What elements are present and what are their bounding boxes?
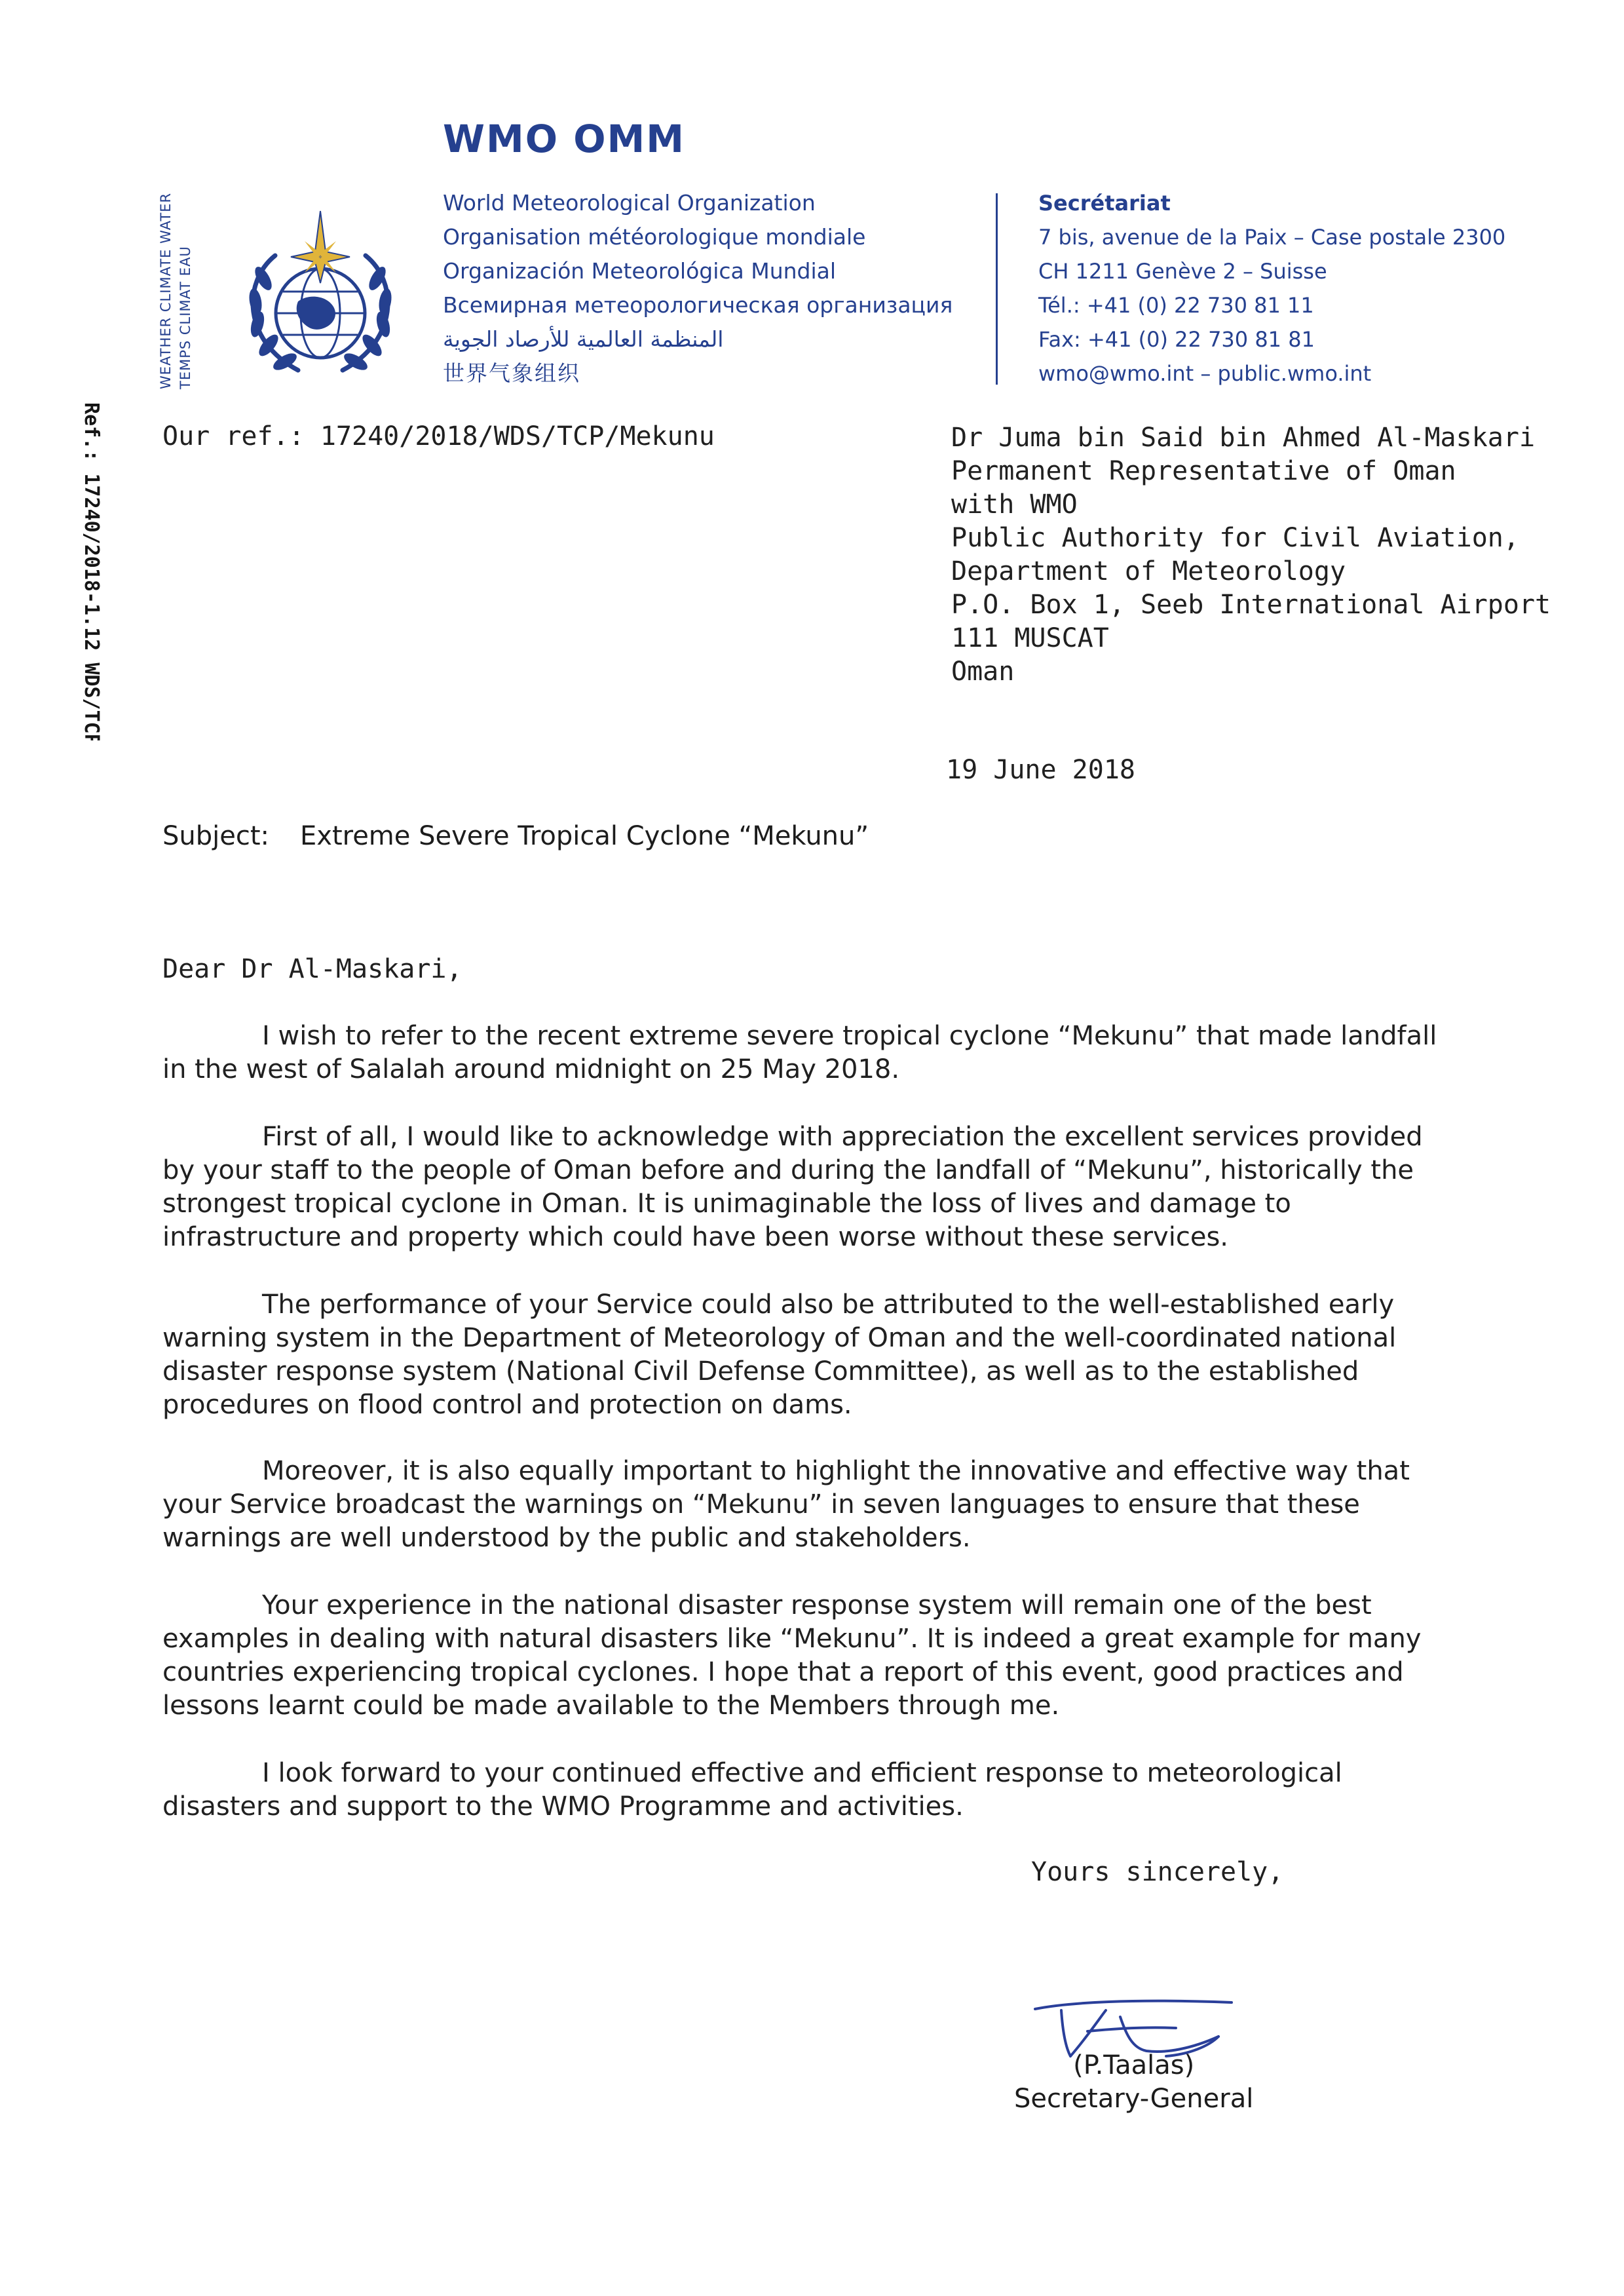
secretariat-heading: Secrétariat	[1038, 191, 1171, 216]
tagline-french: TEMPS CLIMAT EAU	[178, 246, 193, 389]
org-name-russian: Всемирная метеорологическая организация	[443, 292, 953, 318]
paragraph-line: I look forward to your continued effective and efficient response to meteorological	[262, 1758, 1342, 1788]
body-paragraph	[162, 1455, 1410, 1555]
secretariat-city: CH 1211 Genève 2 – Suisse	[1038, 259, 1327, 284]
org-name-arabic: المنظمة العالمية للأرصاد الجوية	[443, 326, 724, 352]
recipient-line: Oman	[951, 657, 1015, 687]
paragraph-line: infrastructure and property which could have been worse without these services.	[162, 1222, 1228, 1252]
paragraph-line: countries experiencing tropical cyclones. I hope that a report of this event, good practices and	[162, 1657, 1404, 1687]
recipient-line: Permanent Representative of Oman	[951, 456, 1456, 486]
vertical-tagline	[152, 176, 198, 392]
paragraph-line: Moreover, it is also equally important to highlight the innovative and effective way that	[262, 1456, 1410, 1486]
wmo-emblem-icon	[236, 210, 405, 381]
letterhead-acronym: WMO OMM	[443, 117, 685, 161]
org-name-english: World Meteorological Organization	[443, 190, 816, 216]
letter-date: 19 June 2018	[946, 755, 1135, 785]
paragraph-line: disaster response system (National Civil Defense Committee), as well as to the established	[162, 1356, 1359, 1387]
secretariat-fax: Fax: +41 (0) 22 730 81 81	[1038, 327, 1315, 352]
subject-label: Subject:	[162, 821, 270, 851]
recipient-line: Department of Meteorology	[951, 556, 1346, 586]
paragraph-line: by your staff to the people of Oman before and during the landfall of “Mekunu”, historically the	[162, 1155, 1414, 1185]
body-paragraph	[162, 1757, 1342, 1824]
org-name-chinese: 世界气象组织	[443, 360, 580, 386]
recipient-line: with WMO	[951, 489, 1078, 520]
margin-reference-stamp	[73, 400, 113, 740]
tagline-english: WEATHER CLIMATE WATER	[158, 192, 174, 389]
paragraph-line: in the west of Salalah around midnight on 25 May 2018.	[162, 1054, 900, 1084]
org-name-french: Organisation météorologique mondiale	[443, 224, 866, 250]
letterhead-divider	[996, 193, 998, 385]
subject-line	[162, 821, 869, 851]
paragraph-line: procedures on flood control and protection on dams.	[162, 1390, 852, 1420]
signer-name: (P.Taalas)	[1073, 2050, 1195, 2080]
paragraph-line: disasters and support to the WMO Programme and activities.	[162, 1791, 964, 1822]
salutation: Dear Dr Al-Maskari,	[162, 954, 463, 984]
closing: Yours sincerely,	[1031, 1857, 1284, 1887]
subject-text: Extreme Severe Tropical Cyclone “Mekunu”	[300, 821, 869, 851]
paragraph-line: I wish to refer to the recent extreme severe tropical cyclone “Mekunu” that made landfall	[262, 1021, 1437, 1051]
body-paragraph	[162, 1020, 1437, 1086]
recipient-line: Dr Juma bin Said bin Ahmed Al-Maskari	[951, 423, 1536, 453]
org-name-spanish: Organización Meteorológica Mundial	[443, 258, 837, 284]
our-reference: Our ref.: 17240/2018/WDS/TCP/Mekunu	[162, 421, 715, 451]
paragraph-line: Your experience in the national disaster response system will remain one of the best	[262, 1590, 1372, 1620]
margin-reference-text: Ref.: 17240/2018-1.12 WDS/TCP	[80, 402, 103, 740]
signer-title: Secretary-General	[1014, 2084, 1254, 2114]
body-paragraph	[162, 1288, 1396, 1422]
paragraph-line: First of all, I would like to acknowledge with appreciation the excellent services provided	[262, 1122, 1423, 1152]
secretariat-phone: Tél.: +41 (0) 22 730 81 11	[1038, 293, 1314, 318]
recipient-line: Public Authority for Civil Aviation,	[951, 523, 1519, 553]
secretariat-street: 7 bis, avenue de la Paix – Case postale 2300	[1038, 225, 1506, 250]
body-paragraph	[162, 1589, 1421, 1723]
recipient-line: 111 MUSCAT	[951, 623, 1109, 653]
paragraph-line: lessons learnt could be made available to the Members through me.	[162, 1691, 1060, 1721]
secretariat-address	[1038, 186, 1505, 391]
paragraph-line: your Service broadcast the warnings on “Mekunu” in seven languages to ensure that these	[162, 1489, 1360, 1520]
secretariat-contact: wmo@wmo.int – public.wmo.int	[1038, 361, 1372, 386]
signer-block	[1014, 2049, 1253, 2116]
paragraph-line: strongest tropical cyclone in Oman. It is unimaginable the loss of lives and damage to	[162, 1189, 1291, 1219]
recipient-address	[951, 421, 1551, 689]
paragraph-line: examples in dealing with natural disasters like “Mekunu”. It is indeed a great example for many	[162, 1624, 1422, 1654]
organization-names	[443, 186, 953, 391]
paragraph-line: The performance of your Service could also be attributed to the well-established early	[262, 1290, 1395, 1320]
recipient-line: P.O. Box 1, Seeb International Airport	[951, 590, 1551, 620]
paragraph-line: warnings are well understood by the public and stakeholders.	[162, 1523, 971, 1553]
body-paragraph	[162, 1120, 1423, 1254]
paragraph-line: warning system in the Department of Meteorology of Oman and the well-coordinated national	[162, 1323, 1397, 1353]
